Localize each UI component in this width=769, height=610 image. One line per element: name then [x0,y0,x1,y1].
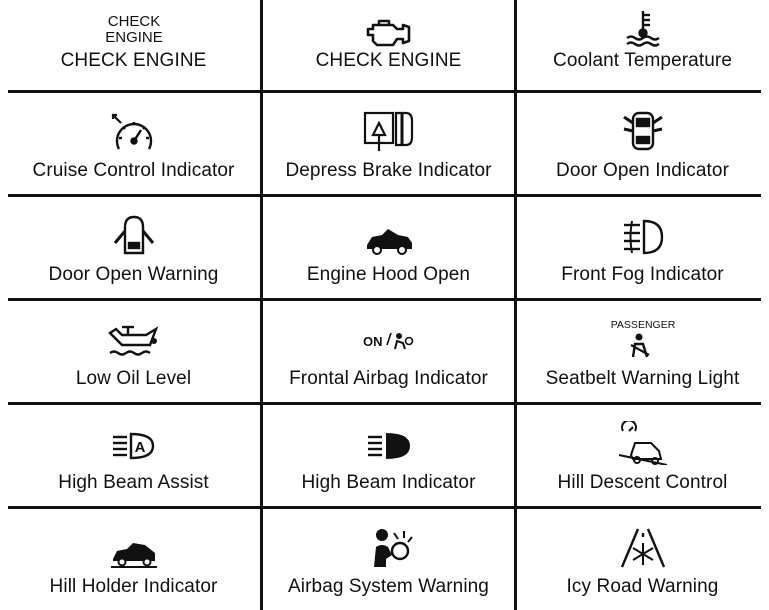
indicator-cell [517,197,768,286]
indicator-label: Seatbelt Warning Light [545,368,740,389]
door-open-car-icon [517,93,768,153]
indicator-label: Coolant Temperature [553,50,732,71]
seatbelt-passenger-text: PASSENGER [610,319,675,331]
door-open-warning-icon [8,197,259,257]
frontal-airbag-on-text: ON [362,334,382,349]
indicator-label: Low Oil Level [75,368,192,389]
engine-icon [263,0,514,47]
indicator-label: Airbag System Warning [288,576,489,597]
indicator-grid [8,0,761,610]
indicator-label: Depress Brake Indicator [285,160,492,181]
indicator-label: Door Open Warning [48,264,219,285]
frontal-airbag-icon [263,301,514,353]
indicator-label: High Beam Indicator [301,472,476,493]
indicator-cell [517,509,768,598]
check-engine-icon-text-line2: ENGINE [104,29,163,46]
indicator-cell [263,197,514,286]
coolant-thermometer-icon [517,0,768,47]
indicator-cell [263,405,514,494]
indicator-label: High Beam Assist [58,472,209,493]
indicator-cell [263,301,514,390]
hill-descent-icon [517,405,768,465]
indicator-label: Door Open Indicator [556,160,729,181]
indicator-label: Icy Road Warning [566,576,719,597]
oil-can-icon [8,301,259,361]
indicator-cell [517,0,768,72]
airbag-person-icon [263,509,514,569]
check-engine-icon-text-line1: CHECK [107,13,160,30]
indicator-cell [517,301,768,390]
indicator-cell [263,509,514,598]
indicator-cell [263,0,514,72]
high-beam-icon [263,405,514,465]
indicator-label: CHECK ENGINE [315,50,462,71]
indicator-cell [263,93,514,182]
hill-holder-icon [8,509,259,569]
hood-open-car-icon [263,197,514,257]
indicator-cell [8,0,259,72]
icy-road-icon [517,509,768,569]
front-fog-icon [517,197,768,257]
indicator-label: CHECK ENGINE [60,50,207,71]
indicator-label: Hill Holder Indicator [49,576,218,597]
seatbelt-icon [517,301,768,361]
indicator-cell [8,509,259,598]
high-beam-assist-letter: A [134,439,145,456]
depress-brake-icon [263,93,514,153]
indicator-label: Engine Hood Open [306,264,471,285]
check-engine-text-icon [8,0,259,47]
indicator-cell [8,301,259,390]
indicator-label: Cruise Control Indicator [32,160,235,181]
cruise-control-icon [8,93,259,153]
indicator-cell [517,405,768,494]
indicator-cell [517,93,768,182]
indicator-cell [8,93,259,182]
indicator-label: Hill Descent Control [557,472,728,493]
indicator-label: Front Fog Indicator [561,264,724,285]
indicator-cell [8,405,259,494]
indicator-label: Frontal Airbag Indicator [289,368,488,389]
high-beam-assist-icon [8,405,259,465]
indicator-cell [8,197,259,286]
